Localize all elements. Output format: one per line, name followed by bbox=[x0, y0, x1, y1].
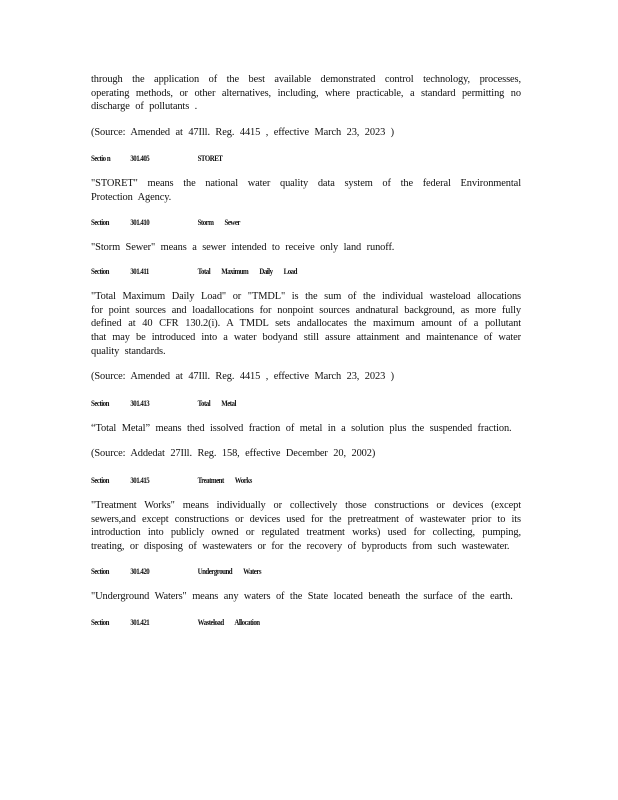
paragraph-bpt-continuation: through the application of the best available demonstrated control technology, processes, operating methods, or other alternatives, including, where practicable, a standard permitting no discharge of pollutants . bbox=[91, 74, 521, 113]
definition-total-metal: “Total Metal” means thed issolved fraction of metal in a solution plus the suspended fraction. bbox=[91, 422, 512, 434]
section-number: 301.420 bbox=[130, 567, 150, 577]
section-label: Section bbox=[91, 475, 109, 485]
section-title: STORET bbox=[197, 154, 223, 164]
definition-storet: "STORET" means the national water quality data system of the federal Environmental Protection Agency. bbox=[91, 178, 521, 203]
section-title: Storm Sewer bbox=[197, 217, 240, 227]
section-label: Section bbox=[91, 217, 109, 227]
section-number: 301.421 bbox=[130, 617, 150, 627]
section-label: Section bbox=[91, 617, 109, 627]
definition-treatment-works: "Treatment Works" means individually or collectively those constructions or devices (except sewers,and except constructions or devices used for the pretreatment of wastewater prior to its introduction into publicly owned or regulated treatment works) used for collecting, pumping, treating, or disposing of wastewaters or for the recovery of byproducts from such wastewater. bbox=[91, 499, 521, 552]
section-title: Total Metal bbox=[197, 398, 236, 408]
section-label: Section bbox=[91, 398, 109, 408]
source-note: (Source: Amended at 47Ill. Reg. 4415 , effective March 23, 2023 ) bbox=[91, 371, 395, 383]
section-heading-301-420 bbox=[91, 567, 444, 576]
source-note: (Source: Addedat 27Ill. Reg. 158, effective December 20, 2002) bbox=[91, 448, 376, 460]
section-number: 301.405 bbox=[130, 154, 150, 164]
section-number: 301.411 bbox=[130, 267, 149, 277]
section-title: Total Maximum Daily Load bbox=[197, 267, 297, 277]
section-heading-301-410 bbox=[91, 218, 444, 227]
section-label: Section bbox=[91, 267, 109, 277]
section-heading-301-415 bbox=[91, 476, 444, 485]
section-title: Wasteload Allocation bbox=[197, 617, 260, 627]
page-content bbox=[91, 73, 521, 641]
section-number: 301.415 bbox=[130, 475, 150, 485]
section-label: Sectio n bbox=[91, 154, 111, 164]
definition-storm-sewer: "Storm Sewer" means a sewer intended to receive only land runoff. bbox=[91, 241, 395, 253]
section-label: Section bbox=[91, 567, 109, 577]
definition-tmdl: "Total Maximum Daily Load" or "TMDL" is the sum of the individual wasteload allocations for point sources and loadallocations for nonpoint sources andnatural background, as more fully defined at 40 CFR 130.2(i). A TMDL sets andallocates the maximum amount of a pollutant that may be introduced into a water bodyand still assure attainment and maintenance of water quality standards. bbox=[91, 291, 521, 357]
section-number: 301.413 bbox=[130, 398, 150, 408]
section-heading-301-421 bbox=[91, 618, 444, 627]
section-title: Treatment Works bbox=[197, 475, 252, 485]
section-title: Underground Waters bbox=[197, 567, 262, 577]
source-note: (Source: Amended at 47Ill. Reg. 4415 , effective March 23, 2023 ) bbox=[91, 126, 395, 138]
section-heading-301-405 bbox=[91, 154, 444, 163]
section-number: 301.410 bbox=[130, 217, 150, 227]
section-heading-301-413 bbox=[91, 399, 444, 408]
definition-underground-waters: "Underground Waters" means any waters of the State located beneath the surface of the earth. bbox=[91, 591, 513, 603]
section-heading-301-411 bbox=[91, 267, 444, 276]
